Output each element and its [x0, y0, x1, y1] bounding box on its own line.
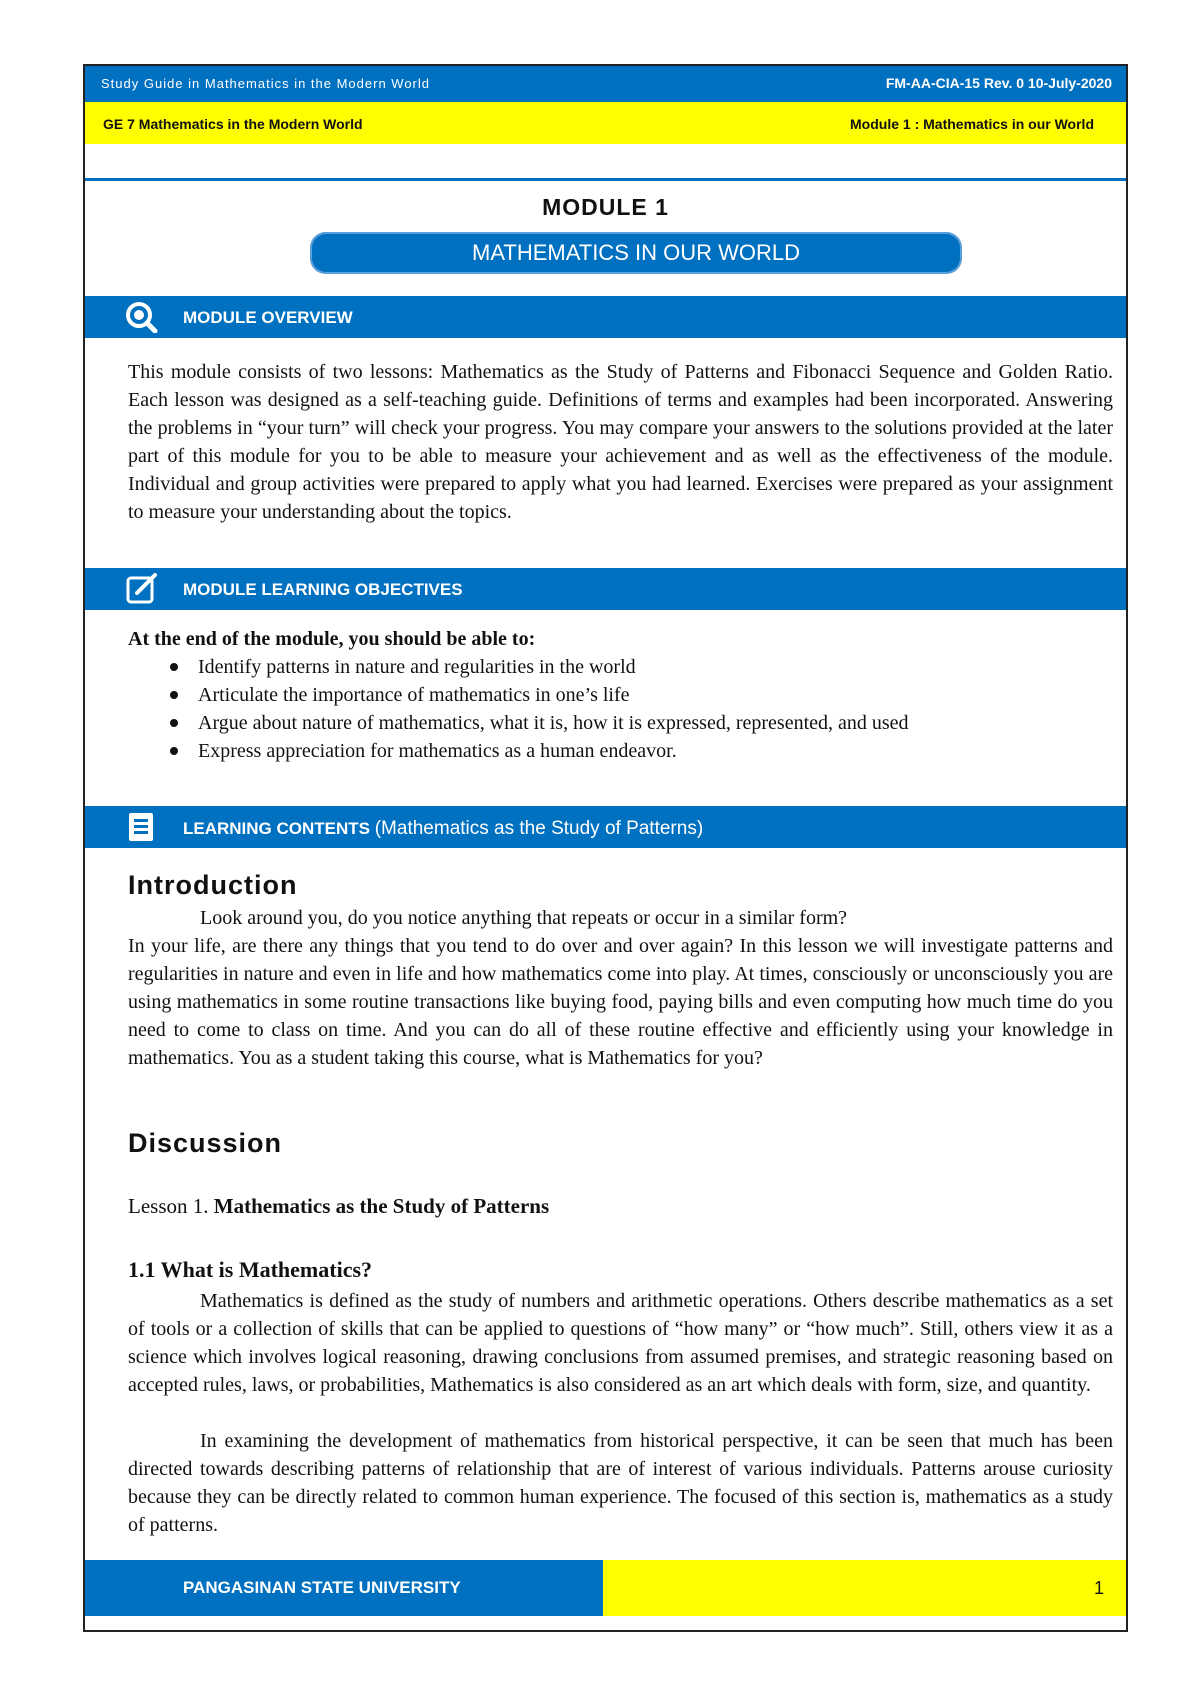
discussion-paragraph-2: In examining the development of mathematics from historical perspective, it can be seen that much has been directed towards describing patterns of relationship that are of interest of various individuals. Patterns arouse curiosity because they can be directly related to common human experience. The focused of this section is, mathematics as a study of patterns. [128, 1430, 1113, 1536]
lesson-prefix: Lesson 1. [128, 1194, 209, 1218]
course-title: GE 7 Mathematics in the Modern World [103, 116, 363, 132]
university-name: PANGASINAN STATE UNIVERSITY [183, 1578, 461, 1597]
contents-heading-text: LEARNING CONTENTS [183, 819, 370, 838]
objective-item: Argue about nature of mathematics, what it is, how it is expressed, represented, and used [198, 709, 909, 737]
objective-item: Express appreciation for mathematics as a human endeavor. [198, 737, 909, 765]
module-reference: Module 1 : Mathematics in our World [850, 116, 1094, 132]
objectives-list [128, 653, 909, 765]
objectives-heading: MODULE LEARNING OBJECTIVES [183, 580, 463, 599]
introduction-first-line: Look around you, do you notice anything that repeats or occur in a similar form? [200, 907, 848, 929]
footer-university-bar [85, 1560, 603, 1616]
overview-body: This module consists of two lessons: Mathematics as the Study of Patterns and Fibonacci Sequence and Golden Ratio. Each lesson was designed as a self-teaching guide. Definitions of terms and examples had been incorporated. Answering the problems in “your turn” will check your progress. You may compare your answers to the solutions provided at the later part of this module for you to be able to measure your achievement and as well as the effectiveness of the module. Individual and group activities were prepared to apply what you had learned. Exercises were prepared as your assignment to measure your understanding about the topics. [128, 361, 1113, 523]
objective-item: Articulate the importance of mathematics in one’s life [198, 681, 909, 709]
footer-page-bar [603, 1560, 1126, 1616]
discussion-paragraph-1: Mathematics is defined as the study of numbers and arithmetic operations. Others describe mathematics as a set of tools or a collection of skills that can be applied to questions of “how many” or “how much”. Still, others view it as a science which involves logical reasoning, drawing conclusions from assumed premises, and strategic reasoning based on accepted rules, laws, or probabilities, Mathematics is also considered as an art which deals with form, size, and quantity. [128, 1290, 1113, 1396]
overview-heading: MODULE OVERVIEW [183, 308, 353, 327]
divider [85, 178, 1126, 181]
objectives-section-bar [85, 568, 1126, 610]
study-guide-title: Study Guide in Mathematics in the Modern World [101, 76, 431, 91]
objectives-lead: At the end of the module, you should be able to: [128, 628, 536, 650]
page-number: 1 [1093, 1578, 1104, 1598]
contents-section-bar [85, 806, 1126, 848]
edit-icon [123, 573, 163, 605]
module-number: MODULE 1 [542, 194, 669, 220]
form-code: FM-AA-CIA-15 Rev. 0 10-July-2020 [885, 75, 1112, 91]
section-title: 1.1 What is Mathematics? [128, 1257, 373, 1282]
course-bar [85, 102, 1126, 144]
objective-item: Identify patterns in nature and regularities in the world [198, 653, 909, 681]
magnifier-icon [123, 301, 163, 333]
header-bar [85, 66, 1126, 102]
module-title-pill: MATHEMATICS IN OUR WORLD [310, 232, 962, 274]
introduction-body: In your life, are there any things that you tend to do over and over again? In this lesson we will investigate patterns and regularities in nature and even in life and how mathematics come into play. At times, consciously or unconsciously you are using mathematics in some routine transactions like buying food, paying bills and even computing how much time do you need to come to class on time. And you can do all of these routine effective and efficiently using your knowledge in mathematics. You as a student taking this course, what is Mathematics for you? [128, 935, 1113, 1069]
contents-subheading: (Mathematics as the Study of Patterns) [374, 818, 704, 839]
introduction-title: Introduction [128, 870, 298, 900]
discussion-title: Discussion [128, 1128, 283, 1158]
overview-section-bar [85, 296, 1126, 338]
document-icon [123, 811, 163, 843]
lesson-heading [128, 1192, 1113, 1220]
contents-heading [183, 818, 703, 840]
lesson-title: Mathematics as the Study of Patterns [213, 1194, 550, 1218]
